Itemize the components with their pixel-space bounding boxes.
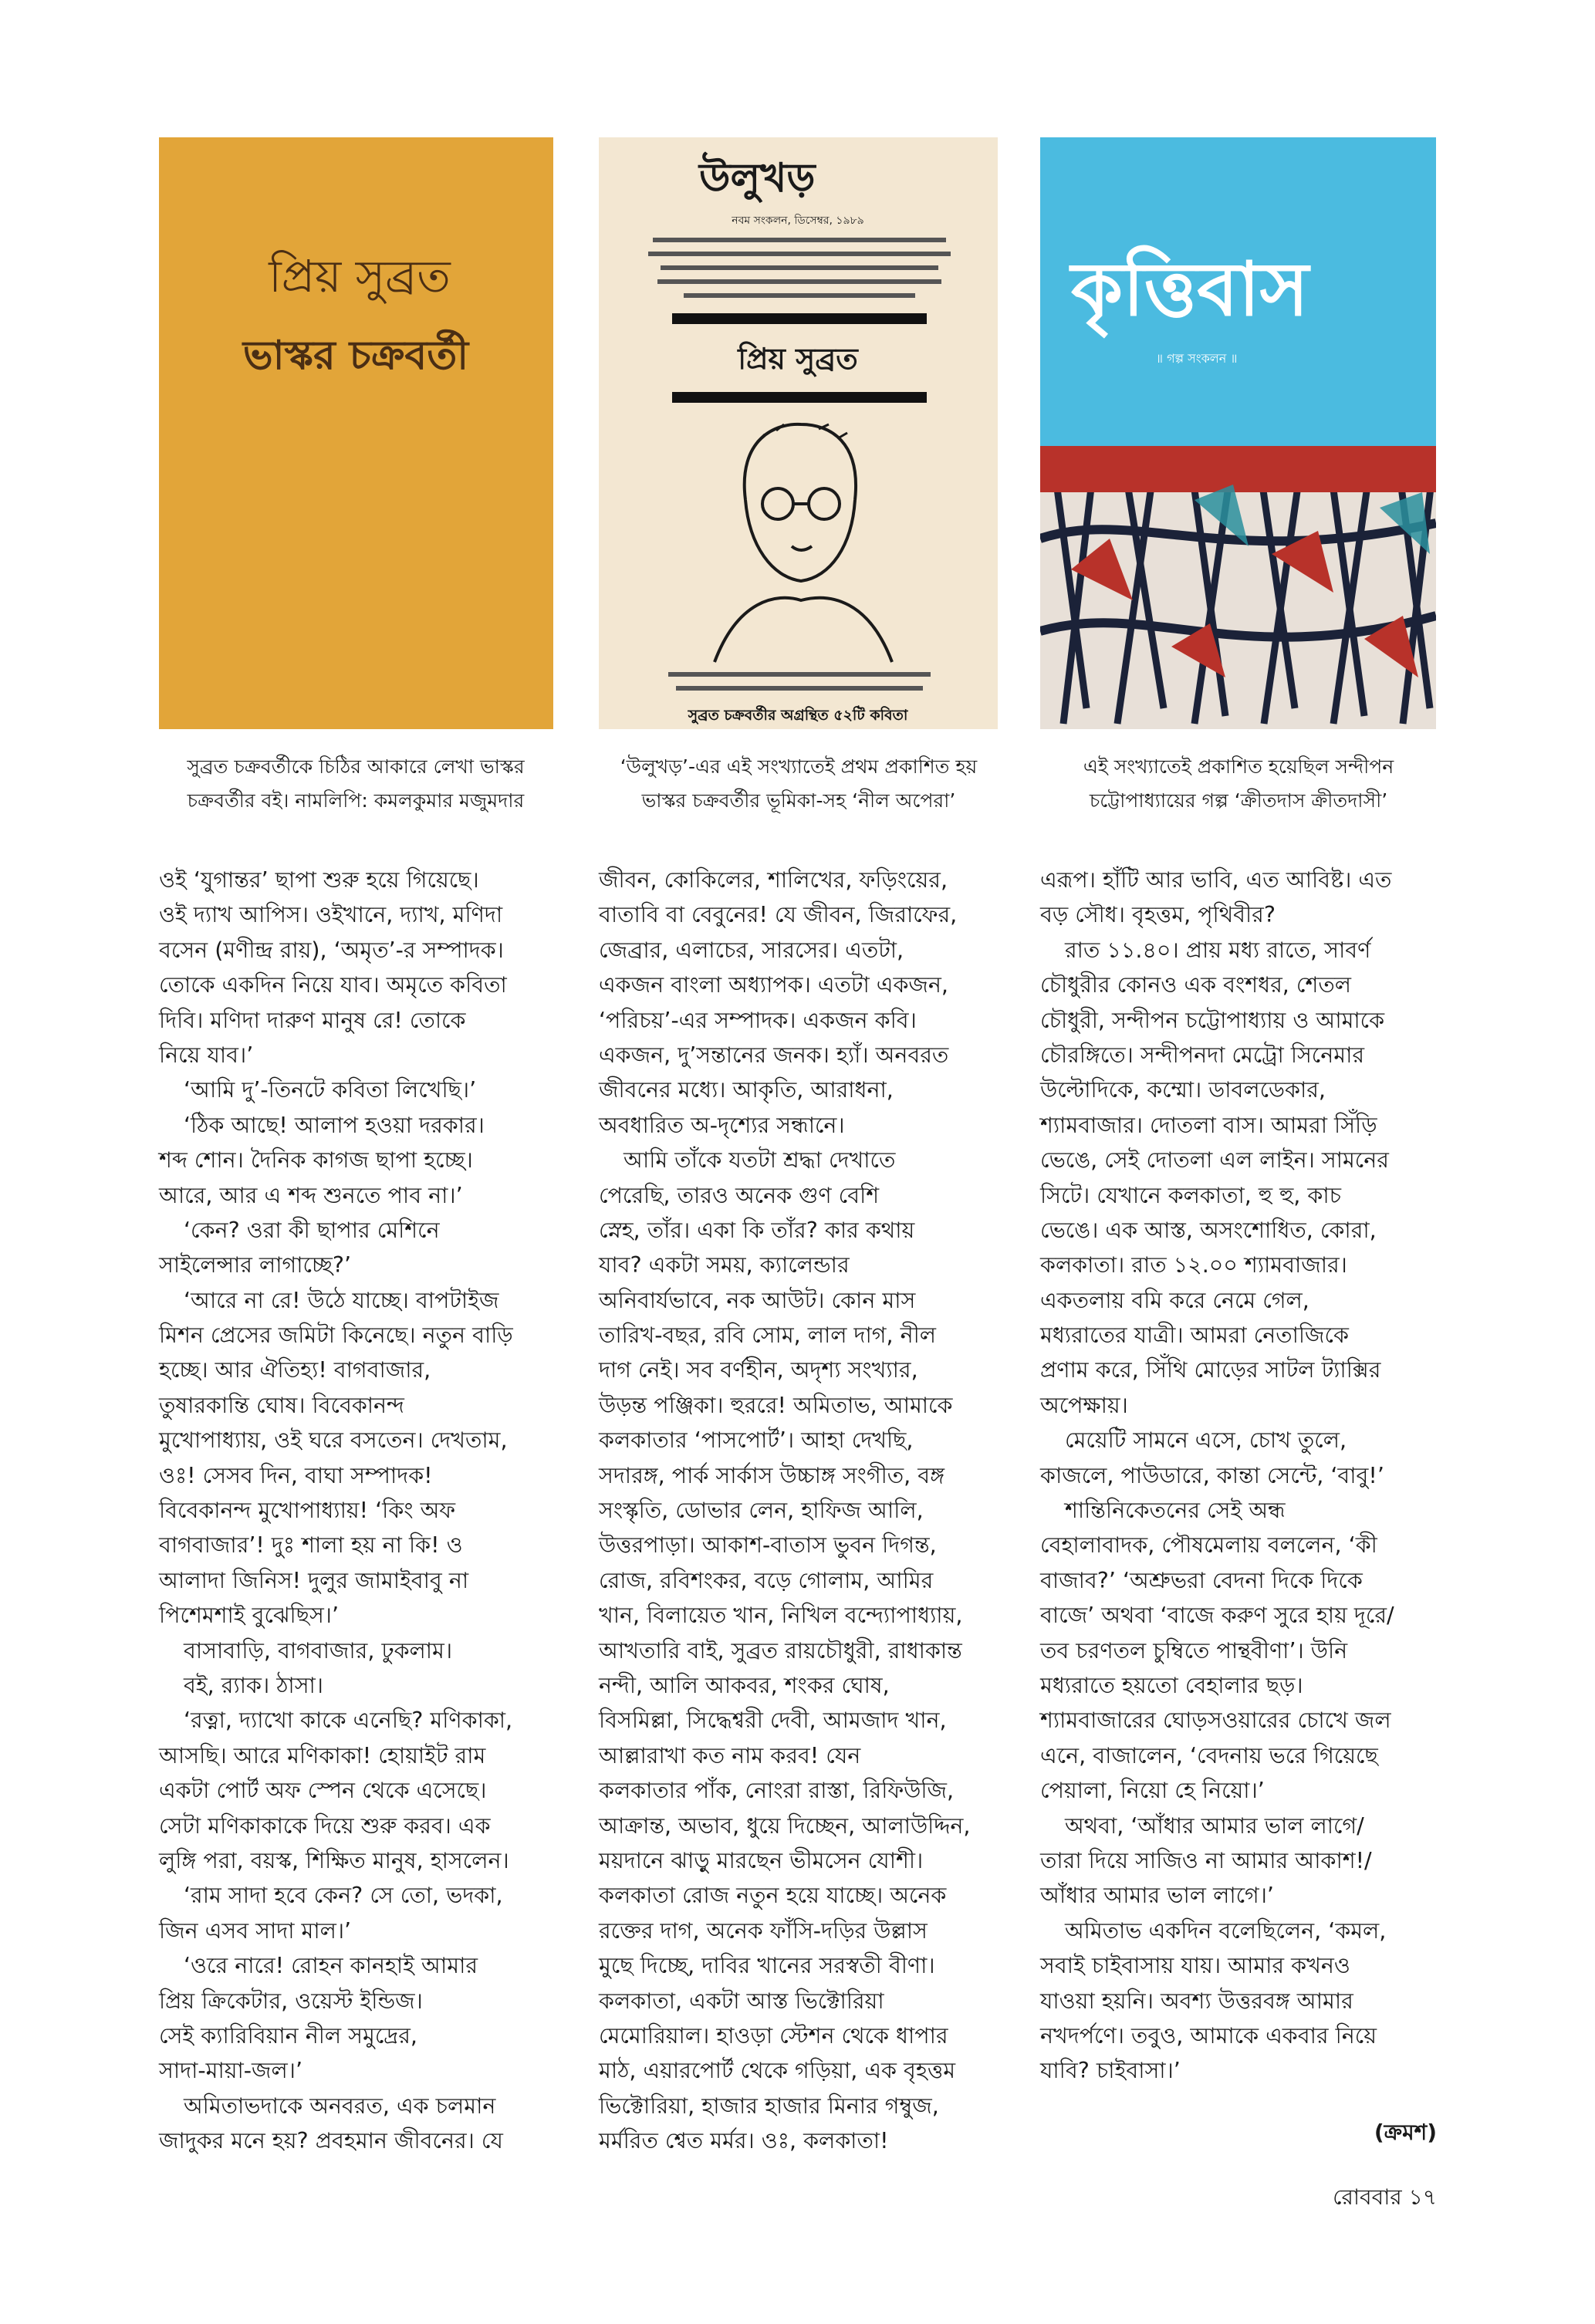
body-text-line: বড় সৌধ। বৃহত্তম, পৃথিবীর? [1040,902,1276,928]
body-text-line: দিবি। মণিদা দারুণ মানুষ রে! তোকে [159,1007,466,1033]
body-text-line: কলকাতার পাঁক, নোংরা রাস্তা, রিফিউজি, [599,1778,955,1804]
body-text-line: ‘রাম সাদা হবে কেন? সে তো, ভদকা, [184,1883,503,1909]
body-text-line: আরে, আর এ শব্দ শুনতে পাব না।’ [159,1182,463,1208]
caption-line: সুব্রত চক্রবর্তীকে চিঠির আকারে লেখা ভাস্কর [187,755,525,778]
body-text-line: বিবেকানন্দ মুখোপাধ্যায়! ‘কিং অফ [159,1498,456,1524]
body-text-line: অমিতাভদাকে অনবরত, এক চলমান [184,2093,496,2119]
body-text-line: জীবন, কোকিলের, শালিখের, ফড়িংয়ের, [599,867,948,893]
body-text-line: বাতাবি বা বেবুনের! যে জীবন, জিরাফের, [599,902,958,928]
body-text-line: লুঙ্গি পরা, বয়স্ক, শিক্ষিত মানুষ, হাসলেন। [159,1847,509,1873]
body-text-line: বসেন (মণীন্দ্র রায়), ‘অমৃত’-র সম্পাদক। [159,937,504,963]
body-text-line: তব চরণতল চুম্বিতে পান্থবীণা’। উনি [1040,1637,1348,1664]
body-text-line: নখদর্পণে। তবুও, আমাকে একবার নিয়ে [1040,2022,1377,2049]
body-text-line: আলাদা জিনিস! দুলুর জামাইবাবু না [159,1567,469,1593]
body-text-line: যাবি? চাইবাসা।’ [1040,2058,1181,2084]
body-text-line: শান্তিনিকেতনের সেই অন্ধ [1065,1498,1286,1524]
body-text-line: দাগ নেই। সব বর্ণহীন, অদৃশ্য সংখ্যার, [599,1357,918,1383]
body-text-line: আসছি। আরে মণিকাকা! হোয়াইট রাম [159,1742,486,1768]
body-text-line: চৌরঙ্গিতে। সন্দীপনদা মেট্রো সিনেমার [1040,1042,1365,1068]
body-text-line: উল্টোদিকে, কম্মো। ডাবলডেকার, [1040,1077,1326,1103]
caption-line: ভাস্কর চক্রবর্তীর ভূমিকা-সহ ‘নীল অপেরা’ [641,789,956,812]
body-text-line: যাওয়া হয়নি। অবশ্য উত্তরবঙ্গ আমার [1040,1988,1353,2014]
body-text-line: ভেঙে, সেই দোতলা এল লাইন। সামনের [1040,1147,1389,1174]
body-text-line: তুষারকান্তি ঘোষ। বিবেকানন্দ [159,1392,404,1418]
body-text-line: এরূপ। হাঁটি আর ভাবি, এত আবিষ্ট। এত [1040,867,1392,893]
body-text-line: মধ্যরাতের যাত্রী। আমরা নেতাজিকে [1040,1322,1349,1349]
body-text-line: সেই ক্যারিবিয়ান নীল সমুদ্রের, [159,2022,417,2049]
body-text-line: মুখোপাধ্যায়, ওই ঘরে বসতেন। দেখতাম, [159,1427,508,1454]
body-text-line: জাদুকর মনে হয়? প্রবহমান জীবনের। যে [159,2128,503,2154]
body-text-line: এনে, বাজালেন, ‘বেদনায় ভরে গিয়েছে [1040,1742,1378,1768]
body-text-line: সংস্কৃতি, ডোভার লেন, হাফিজ আলি, [599,1498,924,1524]
body-text-line: সাদা-মায়া-জল।’ [159,2058,303,2084]
krittibas-cover-photo [1040,137,1436,729]
body-text-line: ‘কেন? ওরা কী ছাপার মেশিনে [184,1217,440,1243]
body-text-line: খান, বিলায়েত খান, নিখিল বন্দ্যোপাধ্যায়, [599,1603,963,1629]
body-text-line: রক্তের দাগ, অনেক ফাঁসি-দড়ির উল্লাস [599,1917,928,1944]
body-text-line: ময়দানে ঝাড়ু মারছেন ভীমসেন যোশী। [599,1847,924,1873]
body-text-line: আক্রান্ত, অভাব, ধুয়ে দিচ্ছেন, আলাউদ্দিন, [599,1812,971,1839]
article-column-1 [159,863,560,2158]
body-text-line: একজন, দু’সন্তানের জনক। হ্যাঁ। অনবরত [599,1042,949,1068]
body-text-line: জিন এসব সাদা মাল।’ [159,1917,352,1944]
caption-line: ‘উলুখড়’-এর এই সংখ্যাতেই প্রথম প্রকাশিত হয় [620,755,978,778]
book1-title: প্রিয় সুব্রত [269,250,451,302]
body-text-line: বাগবাজার’! দুঃ শালা হয় না কি! ও [159,1532,463,1559]
body-text-line: চৌধুরীর কোনও এক বংশধর, শেতল [1040,972,1351,998]
body-text-line: আখতারি বাই, সুব্রত রায়চৌধুরী, রাধাকান্ত [599,1637,962,1664]
body-text-line: সদারঙ্গ, পার্ক সার্কাস উচ্চাঙ্গ সংগীত, বঙ্গ [599,1462,945,1488]
body-text-line: জীবনের মধ্যে। আকৃতি, আরাধনা, [599,1077,894,1103]
body-text-line: রাত ১১.৪০। প্রায় মধ্য রাতে, সাবর্ণ [1065,937,1371,963]
article-column-3 [1040,863,1441,2089]
body-text-line: মুছে দিচ্ছে, দাবির খানের সরস্বতী বীণা। [599,1953,935,1979]
body-text-line: অথবা, ‘আঁধার আমার ভাল লাগে/ [1065,1812,1364,1839]
body-text-line: প্রণাম করে, সিঁথি মোড়ের সাটল ট্যাক্সির [1040,1357,1381,1383]
body-text-line: মাঠ, এয়ারপোর্ট থেকে গড়িয়া, এক বৃহত্তম [599,2058,956,2084]
book1-author: ভাস্কর চক্রবর্তী [242,332,469,379]
body-text-line: অবধারিত অ-দৃশ্যের সন্ধানে। [599,1112,845,1138]
body-text-line: কাজলে, পাউডারে, কান্তা সেন্টে, ‘বাবু!’ [1040,1462,1384,1488]
body-text-line: ওঃ! সেসব দিন, বাঘা সম্পাদক! [159,1462,433,1488]
body-text-line: একটা পোর্ট অফ স্পেন থেকে এসেছে। [159,1778,487,1804]
body-text-line: সেটা মণিকাকাকে দিয়ে শুরু করব। এক [159,1812,491,1839]
krittibas-title: কৃত্তিবাস [1071,245,1309,333]
body-text-line: নিয়ে যাব।’ [159,1042,254,1068]
body-text-line: একজন বাংলা অধ্যাপক। এতটা একজন, [599,972,948,998]
body-text-line: ‘পরিচয়’-এর সম্পাদক। একজন কবি। [599,1007,917,1033]
ulukhar-magazine-cover-photo [599,137,998,729]
body-text-line: ‘আমি দু’-তিনটে কবিতা লিখেছি।’ [184,1077,477,1103]
body-text-line: সাইলেন্সার লাগাচ্ছে?’ [159,1252,352,1279]
body-text-line: কলকাতার ‘পাসপোর্ট’। আহা দেখছি, [599,1427,914,1454]
body-text-line: বই, র‍্যাক। ঠাসা। [184,1672,323,1698]
body-text-line: আল্লারাখা কত নাম করব! যেন [599,1742,861,1768]
body-text-line: অনিবার্যভাবে, নক আউট। কোন মাস [599,1287,916,1313]
body-text-line: ‘আরে না রে! উঠে যাচ্ছে। বাপটাইজ [184,1287,499,1313]
caption-line: এই সংখ্যাতেই প্রকাশিত হয়েছিল সন্দীপন [1083,755,1394,778]
body-text-line: শ্যামবাজার। দোতলা বাস। আমরা সিঁড়ি [1040,1112,1377,1138]
ulukhar-footer: সুব্রত চক্রবর্তীর অগ্রন্থিত ৫২টি কবিতা [688,707,908,724]
body-text-line: যাব? একটা সময়, ক্যালেন্ডার [599,1252,850,1279]
body-text-line: জেব্রার, এলাচের, সারসের। এতটা, [599,937,904,963]
photo-caption-3 [1034,750,1443,818]
body-text-line: কলকাতা। রাত ১২.০০ শ্যামবাজার। [1040,1252,1347,1279]
body-text-line: বিসমিল্লা, সিদ্ধেশ্বরী দেবী, আমজাদ খান, [599,1708,947,1734]
body-text-line: তারা দিয়ে সাজিও না আমার আকাশ!/ [1040,1847,1372,1873]
body-text-line: প্রিয় ক্রিকেটার, ওয়েস্ট ইন্ডিজ। [159,1988,423,2014]
ulukhar-issue-line: নবম সংকলন, ডিসেম্বর, ১৯৮৯ [732,214,864,227]
body-text-line: পেয়ালা, নিয়ো হে নিয়ো।’ [1040,1778,1265,1804]
article-column-2 [599,863,1000,2158]
body-text-line: ওই ‘যুগান্তর’ ছাপা শুরু হয়ে গিয়েছে। [159,867,479,893]
ulukhar-masthead: উলুখড় [699,154,816,201]
body-text-line: ‘ওরে নারে! রোহন কানহাই আমার [184,1953,478,1979]
body-text-line: ভিক্টোরিয়া, হাজার হাজার মিনার গম্বুজ, [599,2093,939,2119]
body-text-line: আমি তাঁকে যতটা শ্রদ্ধা দেখাতে [623,1147,896,1174]
body-text-line: শব্দ শোন। দৈনিক কাগজ ছাপা হচ্ছে। [159,1147,473,1174]
body-text-line: মেমোরিয়াল। হাওড়া স্টেশন থেকে ধাপার [599,2022,948,2049]
body-text-line: অমিতাভ একদিন বলেছিলেন, ‘কমল, [1065,1917,1387,1944]
body-text-line: মিশন প্রেসের জমিটা কিনেছে। নতুন বাড়ি [159,1322,513,1349]
body-text-line: শ্যামবাজারের ঘোড়সওয়ারের চোখে জল [1040,1708,1391,1734]
body-text-line: মেয়েটি সামনে এসে, চোখ তুলে, [1065,1427,1347,1454]
caption-line: চট্টোপাধ্যায়ের গল্প ‘ক্রীতদাস ক্রীতদাসী’ [1089,789,1388,812]
caption-line: চক্রবর্তীর বই। নামলিপি: কমলকুমার মজুমদার [187,789,525,812]
body-text-line: নন্দী, আলি আকবর, শংকর ঘোষ, [599,1672,890,1698]
body-text-line: একতলায় বমি করে নেমে গেল, [1040,1287,1309,1313]
body-text-line: বাসাবাড়ি, বাগবাজার, ঢুকলাম। [184,1637,453,1664]
body-text-line: পেরেছি, তারও অনেক গুণ বেশি [599,1182,880,1208]
body-text-line: স্নেহ, তাঁর। একা কি তাঁর? কার কথায় [599,1217,915,1243]
body-text-line: বেহালাবাদক, পৌষমেলায় বললেন, ‘কী [1040,1532,1377,1559]
photo-caption-1 [151,750,560,818]
book-cover-priyo-subrata-photo [159,137,553,729]
body-text-line: ‘রত্না, দ্যাখো কাকে এনেছি? মণিকাকা, [184,1708,513,1734]
body-text-line: বাজে’ অথবা ‘বাজে করুণ সুরে হায় দূরে/ [1040,1603,1394,1629]
ulukhar-title: প্রিয় সুব্রত [738,341,858,376]
krittibas-subtitle: ॥ গল্প সংকলন ॥ [1156,351,1238,366]
body-text-line: সিটে। যেখানে কলকাতা, হু হু, কাচ [1040,1182,1341,1208]
body-text-line: আঁধার আমার ভাল লাগে।’ [1040,1883,1274,1909]
body-text-line: তোকে একদিন নিয়ে যাব। অমৃতে কবিতা [159,972,507,998]
body-text-line: কলকাতা রোজ নতুন হয়ে যাচ্ছে। অনেক [599,1883,947,1909]
page-folio: রোববার ১৭ [1333,2184,1437,2210]
body-text-line: হচ্ছে। আর ঐতিহ্য! বাগবাজার, [159,1357,431,1383]
body-text-line: সবাই চাইবাসায় যায়। আমার কখনও [1040,1953,1350,1979]
body-text-line: ওই দ্যাখ আপিস। ওইখানে, দ্যাখ, মণিদা [159,902,503,928]
photo-caption-2 [594,750,1003,818]
body-text-line: পিশেমশাই বুঝেছিস।’ [159,1603,340,1629]
body-text-line: চৌধুরী, সন্দীপন চট্টোপাধ্যায় ও আমাকে [1040,1007,1385,1033]
body-text-line: উড়ন্ত পঞ্জিকা। হুররে! অমিতাভ, আমাকে [599,1392,953,1418]
body-text-line: উত্তরপাড়া। আকাশ-বাতাস ভুবন দিগন্ত, [599,1532,937,1559]
body-text-line: মর্মরিত শ্বেত মর্মর। ওঃ, কলকাতা! [599,2128,889,2154]
body-text-line: বাজাব?’ ‘অশ্রুভরা বেদনা দিকে দিকে [1040,1567,1363,1593]
body-text-line: মধ্যরাতে হয়তো বেহালার ছড়। [1040,1672,1303,1698]
continued-marker: (ক্রমশ) [1374,2120,1437,2145]
body-text-line: ‘ঠিক আছে! আলাপ হওয়া দরকার। [184,1112,485,1138]
body-text-line: অপেক্ষায়। [1040,1392,1128,1418]
body-text-line: ভেঙে। এক আস্ত, অসংশোধিত, কোরা, [1040,1217,1377,1243]
body-text-line: তারিখ-বছর, রবি সোম, লাল দাগ, নীল [599,1322,936,1349]
body-text-line: কলকাতা, একটা আস্ত ভিক্টোরিয়া [599,1988,884,2014]
body-text-line: রোজ, রবিশংকর, বড়ে গোলাম, আমির [599,1567,934,1593]
